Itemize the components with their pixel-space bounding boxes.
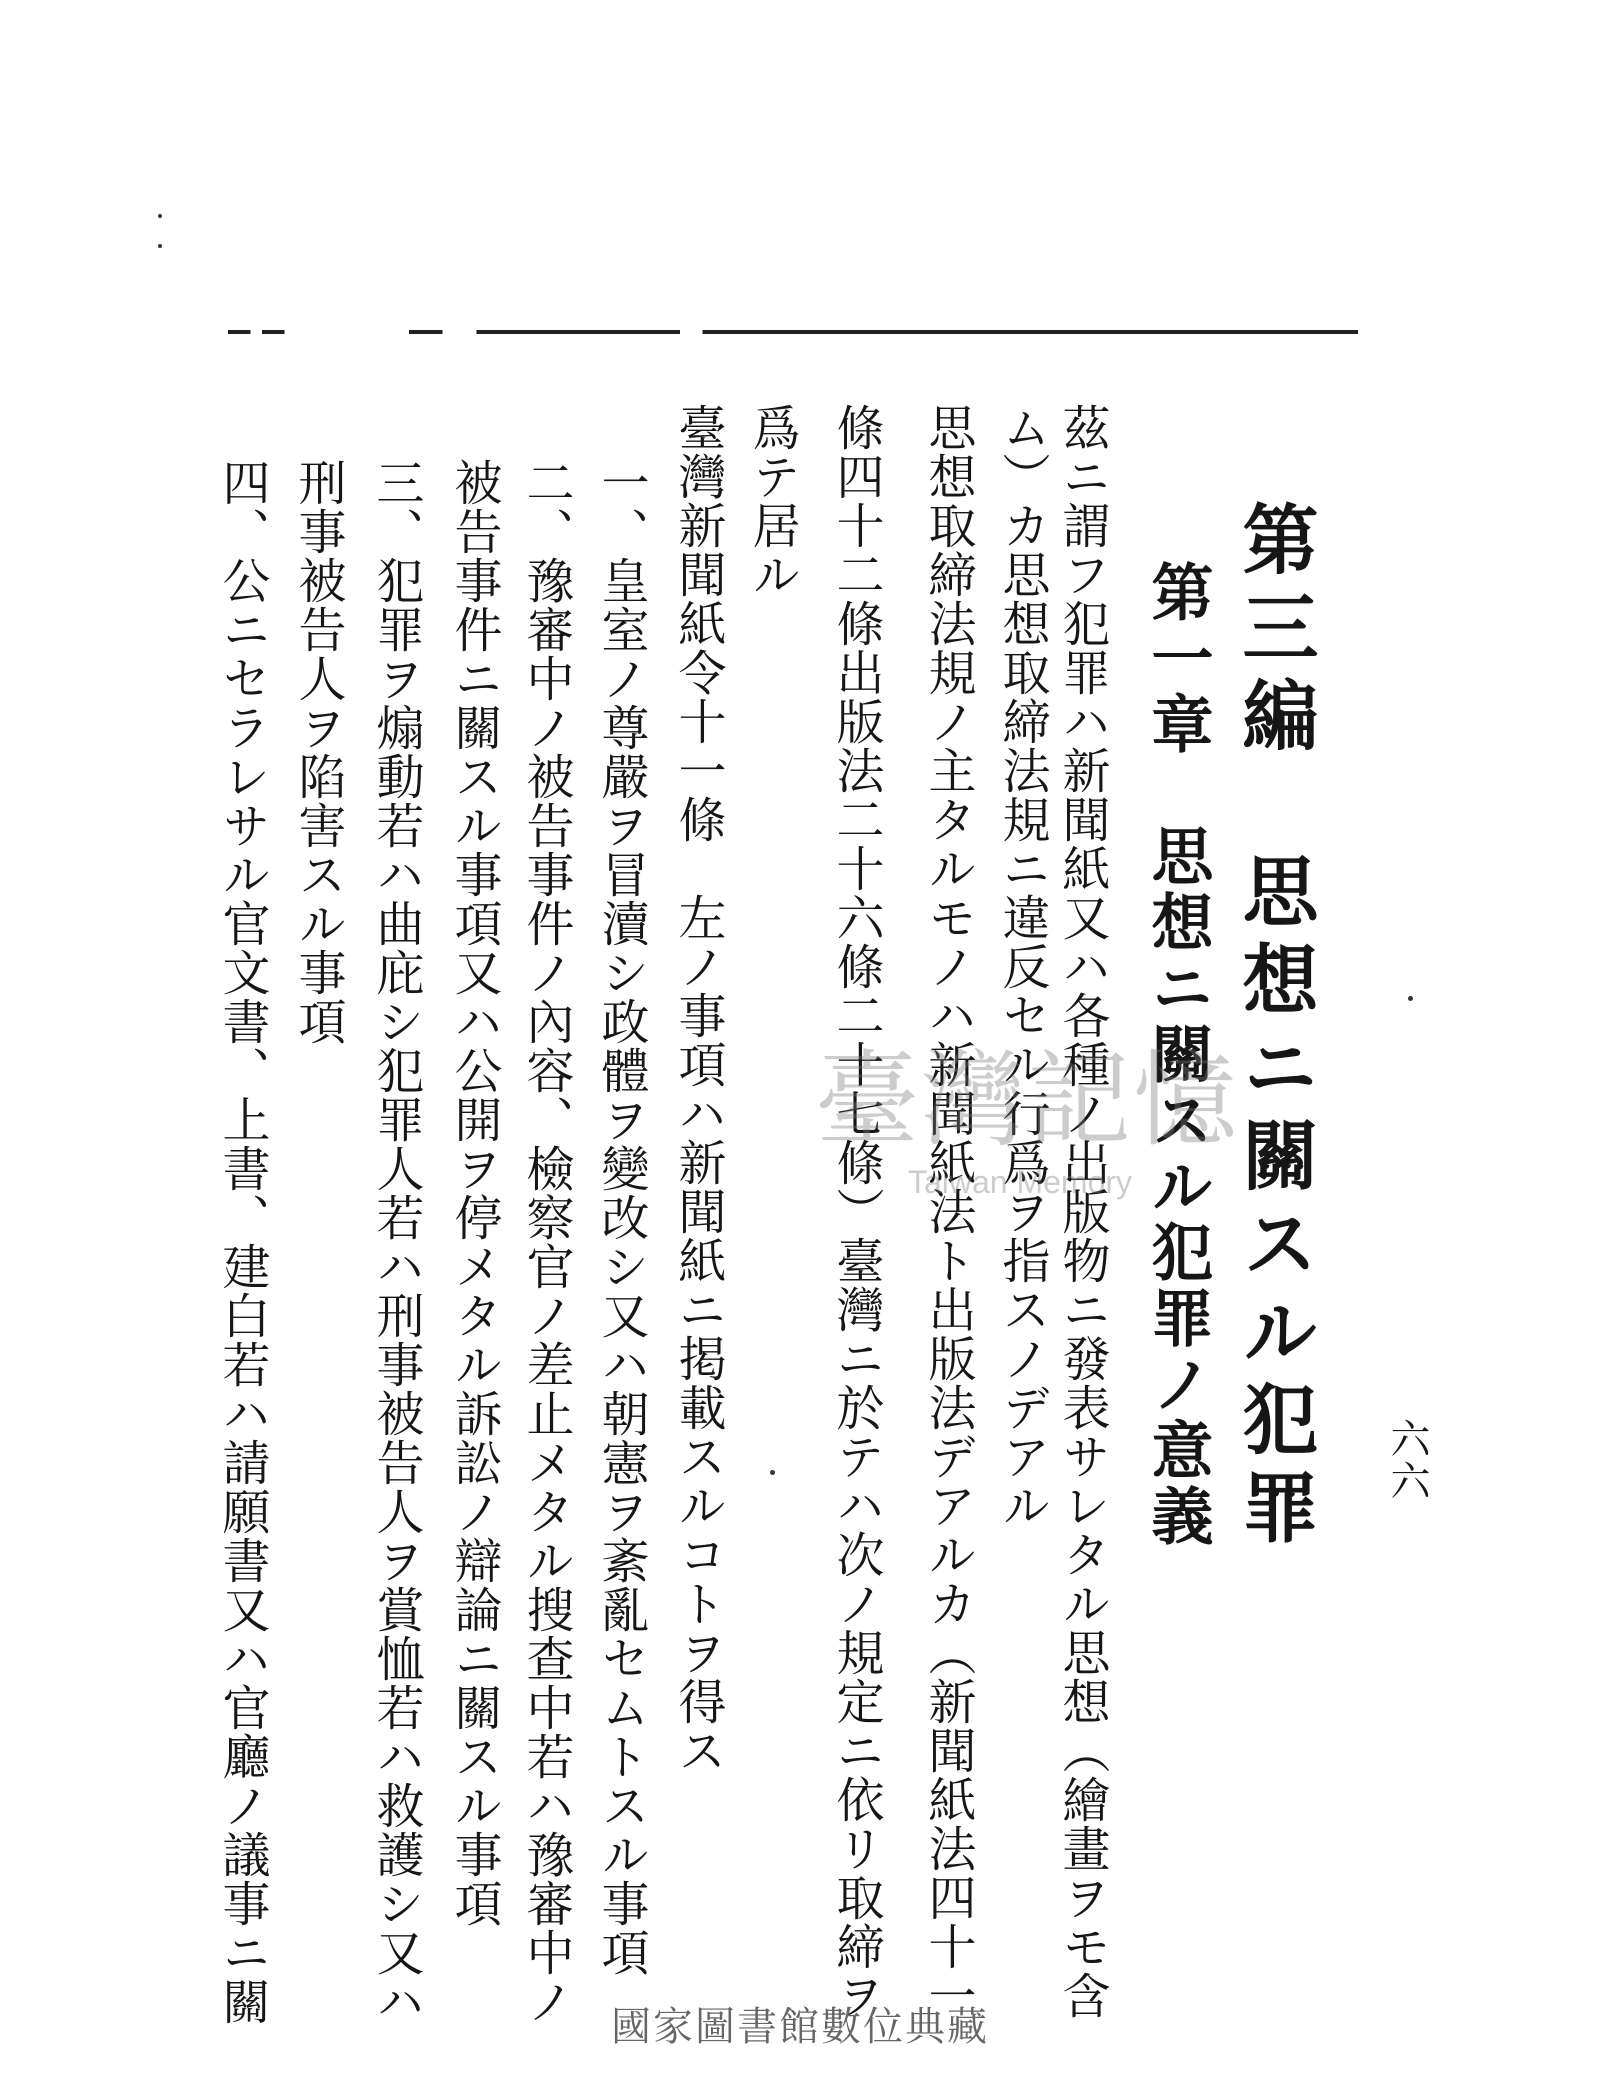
watermark-cjk-text: 臺灣記憶 xyxy=(815,1039,1240,1161)
part-title: 第三編 思想ニ關スル犯罪 xyxy=(1230,500,1319,1556)
chapter-title: 第一章 思想ニ關スル犯罪ノ意義 xyxy=(1141,560,1214,1550)
body-line-9: 被告事件ニ關スル事項又ハ公開ヲ停メタル訴訟ノ辯論ニ關スル事項 xyxy=(446,458,502,1928)
scan-speck xyxy=(1408,996,1413,1001)
body-line-1: 茲ニ謂フ犯罪ハ新聞紙又ハ各種ノ出版物ニ發表サレタル思想（繪畫ヲモ含 xyxy=(1054,403,1110,2020)
body-line-4: 條四十二條出版法二十六條二十七條）臺灣ニ於テハ次ノ規定ニ依リ取締ヲ xyxy=(828,403,884,2020)
body-line-11: 刑事被告人ヲ陷害スル事項 xyxy=(290,458,346,1046)
body-line-2: ム）カ思想取締法規ニ違反セル行爲ヲ指スノデアル xyxy=(994,403,1050,1530)
body-line-3: 思想取締法規ノ主タルモノハ新聞紙法ト出版法デアルカ（新聞紙法四十一 xyxy=(920,403,976,2020)
header-rule xyxy=(228,330,1358,334)
watermark-english-text: Taiwan Memory xyxy=(907,1164,1133,1200)
body-line-10: 三、犯罪ヲ煽動若ハ曲庇シ犯罪人若ハ刑事被告人ヲ賞恤若ハ救護シ又ハ xyxy=(368,458,424,2026)
scan-speck xyxy=(158,244,162,248)
watermark xyxy=(815,1039,1240,1250)
body-line-8: 二、豫審中ノ被告事件ノ內容、檢察官ノ差止メタル搜查中若ハ豫審中ノ xyxy=(518,458,574,2026)
footer-source: 國家圖書館數位典藏 xyxy=(611,2004,989,2050)
body-line-12: 四、公ニセラレサル官文書、上書、建白若ハ請願書又ハ官廳ノ議事ニ關 xyxy=(214,458,270,2026)
body-line-5: 爲テ居ル xyxy=(744,403,800,599)
page-number: 六六 xyxy=(1384,1418,1430,1502)
body-line-7: 一、皇室ノ尊嚴ヲ冒瀆シ政體ヲ變改シ又ハ朝憲ヲ紊亂セムトスル事項 xyxy=(593,458,649,1977)
scan-speck xyxy=(770,1470,775,1475)
body-line-6: 臺灣新聞紙令十一條 左ノ事項ハ新聞紙ニ掲載スルコトヲ得ス xyxy=(670,403,726,1775)
scan-speck xyxy=(158,214,162,218)
